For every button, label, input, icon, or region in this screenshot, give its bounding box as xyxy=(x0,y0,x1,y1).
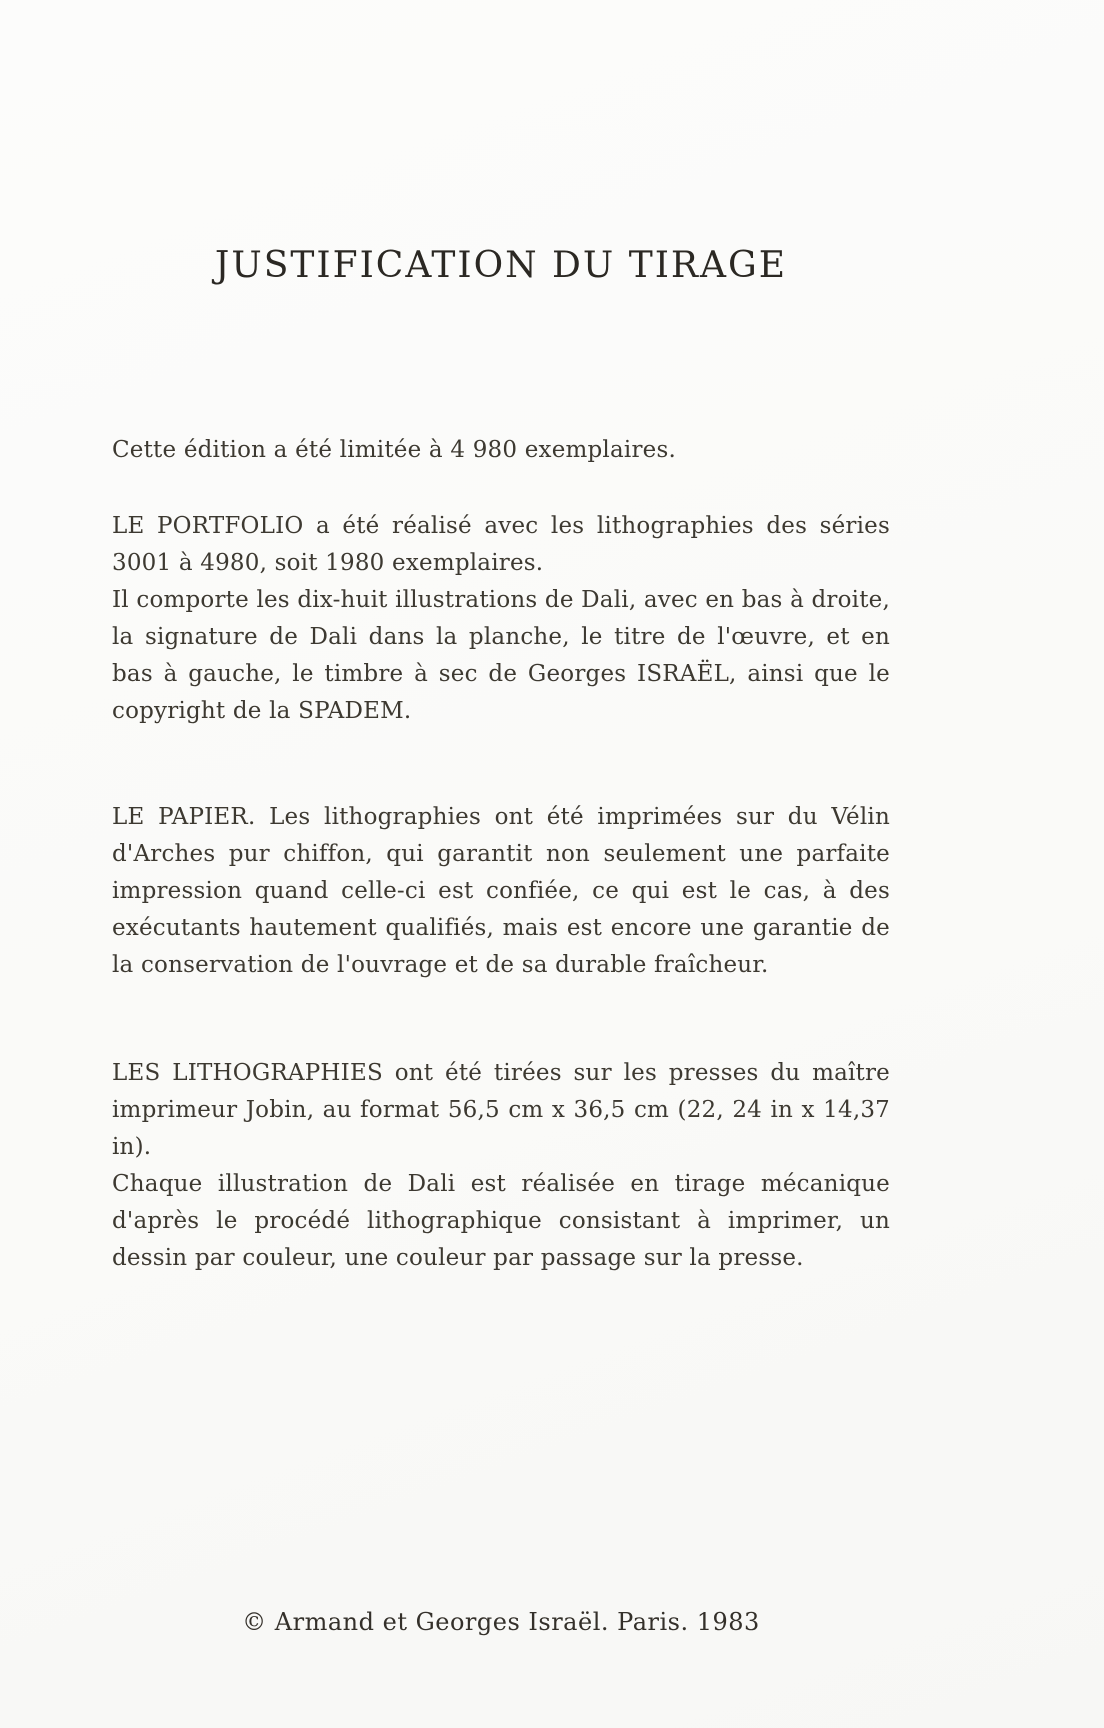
paragraph-edition: Cette édition a été limitée à 4 980 exemplaires. xyxy=(112,437,676,463)
paragraph-lithographies-line-2: Chaque illustration de Dali est réalisée en tirage mécanique d'après le procédé lithographique consistant à imprimer, un dessin par couleur, une couleur par passage sur la presse. xyxy=(112,1171,890,1271)
copyright-line: © Armand et Georges Israël. Paris. 1983 xyxy=(242,1608,760,1636)
paragraph-portfolio xyxy=(112,508,890,730)
paragraph-portfolio-line-1: LE PORTFOLIO a été réalisé avec les lithographies des séries 3001 à 4980, soit 1980 exemplaires. xyxy=(112,513,890,576)
page-title: JUSTIFICATION DU TIRAGE xyxy=(214,245,788,286)
paragraph-papier: LE PAPIER. Les lithographies ont été imprimées sur du Vélin d'Arches pur chiffon, qui garantit non seulement une parfaite impression quand celle-ci est confiée, ce qui est le cas, à des exécutants hautement qualifiés, mais est encore une garantie de la conservation de l'ouvrage et de sa durable fraîcheur. xyxy=(112,804,890,978)
paragraph-lithographies-line-1: LES LITHOGRAPHIES ont été tirées sur les presses du maître imprimeur Jobin, au format 56,5 cm x 36,5 cm (22, 24 in x 14,37 in). xyxy=(112,1060,890,1160)
paragraph-portfolio-line-2: Il comporte les dix-huit illustrations de Dali, avec en bas à droite, la signature de Dali dans la planche, le titre de l'œuvre, et en bas à gauche, le timbre à sec de Georges ISRAËL, ainsi que le copyright de la SPADEM. xyxy=(112,587,890,724)
text-column xyxy=(112,0,890,1641)
paragraph-lithographies xyxy=(112,1055,890,1277)
